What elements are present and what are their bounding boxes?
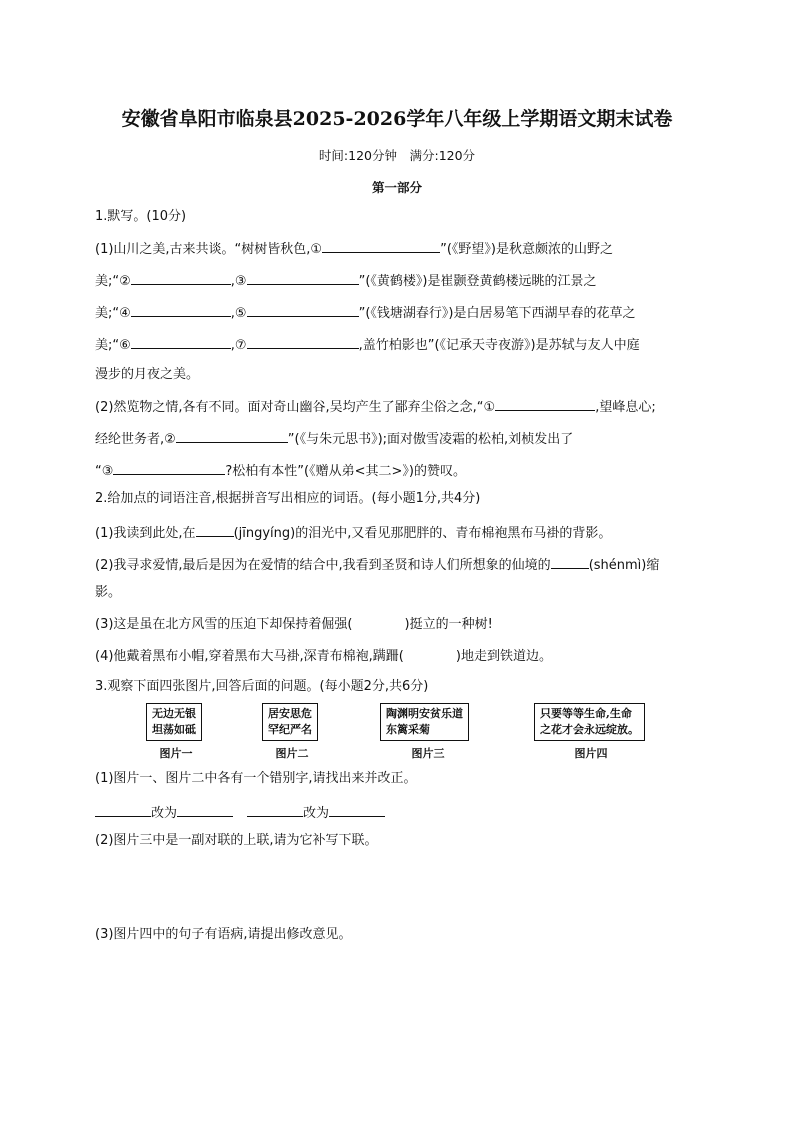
text: )地走到铁道边。 [455,649,552,664]
text: )挺立的一种树! [404,617,493,632]
answer-blank[interactable] [247,270,359,285]
q2-line-4 [95,616,493,634]
text: 美;“⑥ [95,338,131,353]
q2-line-3: 影。 [95,585,122,600]
q3-sub-3: (3)图片四中的句子有语病,请提出修改意见。 [95,927,352,942]
text: ”(《野望》)是秋意颇浓的山野之 [440,242,613,257]
q2-line-1 [95,522,611,543]
picture-2 [262,703,318,741]
picture-text: 之花才会永远绽放。 [540,723,639,736]
text: ,盖竹柏影也”(《记承天寺夜游》)是苏轼与友人中庭 [358,338,640,353]
answer-blank[interactable] [177,802,233,817]
text: ,⑦ [230,338,247,353]
picture-text: 只要等等生命,生命 [540,707,632,720]
q3-sub-2: (2)图片三中是一副对联的上联,请为它补写下联。 [95,833,378,848]
text: (2)然览物之情,各有不同。面对奇山幽谷,吴均产生了鄙弃尘俗之念,“① [95,400,496,415]
text: 改为 [303,806,330,821]
answer-blank[interactable] [322,238,440,253]
q1-line-4 [95,334,640,355]
text: ?松柏有本性”(《赠从弟<其二>》)的赞叹。 [225,464,466,479]
q1-line-7 [95,428,573,449]
picture-text: 居安思危 [268,707,312,720]
picture-text: 罕纪严名 [268,723,312,736]
text: 美;“④ [95,306,131,321]
text: (jīngyíng)的泪光中,又看见那肥胖的、青布棉袍黑布马褂的背影。 [233,526,612,541]
picture-text: 陶渊明安贫乐道 [386,707,463,720]
picture-1 [146,703,202,741]
text: ”(《与朱元思书》);面对傲雪凌霜的松柏,刘桢发出了 [287,432,574,447]
q1-line-2 [95,270,596,291]
text: (2)我寻求爱情,最后是因为在爱情的结合中,我看到圣贤和诗人们所想象的仙境的 [95,558,551,573]
exam-meta: 时间:120分钟 满分:120分 [318,148,476,163]
picture-text: 坦荡如砥 [152,723,196,736]
text: “③ [95,464,114,479]
text: (4)他戴着黑布小帽,穿着黑布大马褂,深青布棉袍,蹒跚( [95,649,404,664]
q3-answer-row [95,802,385,823]
text: ”(《黄鹤楼》)是崔颢登黄鹤楼远眺的江景之 [358,274,597,289]
answer-blank[interactable] [196,522,234,537]
picture-2-caption: 图片二 [275,747,309,760]
q1-line-5: 漫步的月夜之美。 [95,367,200,382]
text: ”(《钱塘湖春行》)是白居易笔下西湖早春的花草之 [358,306,636,321]
text: (1)山川之美,古来共谈。“树树皆秋色,① [95,242,323,257]
q1-line-6 [95,396,656,417]
picture-text: 无边无银 [152,707,196,720]
answer-blank[interactable] [247,302,359,317]
answer-blank[interactable] [247,802,303,817]
text: ,③ [230,274,247,289]
q3-sub-1: (1)图片一、图片二中各有一个错别字,请找出来并改正。 [95,771,417,786]
q1-line-3 [95,302,635,323]
text: (3)这是虽在北方风雪的压迫下却保持着倔强( [95,617,353,632]
answer-blank[interactable] [495,396,595,411]
picture-text: 东篱采菊 [386,723,430,736]
q1-heading: 1.默写。(10分) [95,209,187,224]
text: (shénmì)缩 [588,558,660,573]
q1-line-1 [95,238,613,259]
answer-blank[interactable] [551,554,589,569]
picture-3-caption: 图片三 [411,747,445,760]
answer-blank[interactable] [131,270,231,285]
answer-blank[interactable] [113,460,225,475]
text: 美;“② [95,274,131,289]
picture-3 [380,703,469,741]
picture-1-caption: 图片一 [159,747,193,760]
text: 经纶世务者,② [95,432,176,447]
answer-blank[interactable] [247,334,359,349]
section-heading: 第一部分 [371,180,422,195]
q2-line-2 [95,554,659,575]
q3-heading: 3.观察下面四张图片,回答后面的问题。(每小题2分,共6分) [95,679,429,694]
answer-blank[interactable] [131,302,231,317]
text: ,⑤ [230,306,247,321]
text: (1)我读到此处,在 [95,526,196,541]
picture-4-caption: 图片四 [574,747,608,760]
answer-blank[interactable] [176,428,288,443]
q1-line-8 [95,460,466,481]
answer-blank[interactable] [329,802,385,817]
answer-blank[interactable] [131,334,231,349]
q2-line-5 [95,648,552,666]
exam-title: 安徽省阜阳市临泉县2025-2026学年八年级上学期语文期末试卷 [121,108,673,130]
q2-heading: 2.给加点的词语注音,根据拼音写出相应的词语。(每小题1分,共4分) [95,491,481,506]
picture-4 [534,703,645,741]
text: 改为 [151,806,178,821]
answer-blank[interactable] [95,802,151,817]
text: ,望峰息心; [595,400,656,415]
